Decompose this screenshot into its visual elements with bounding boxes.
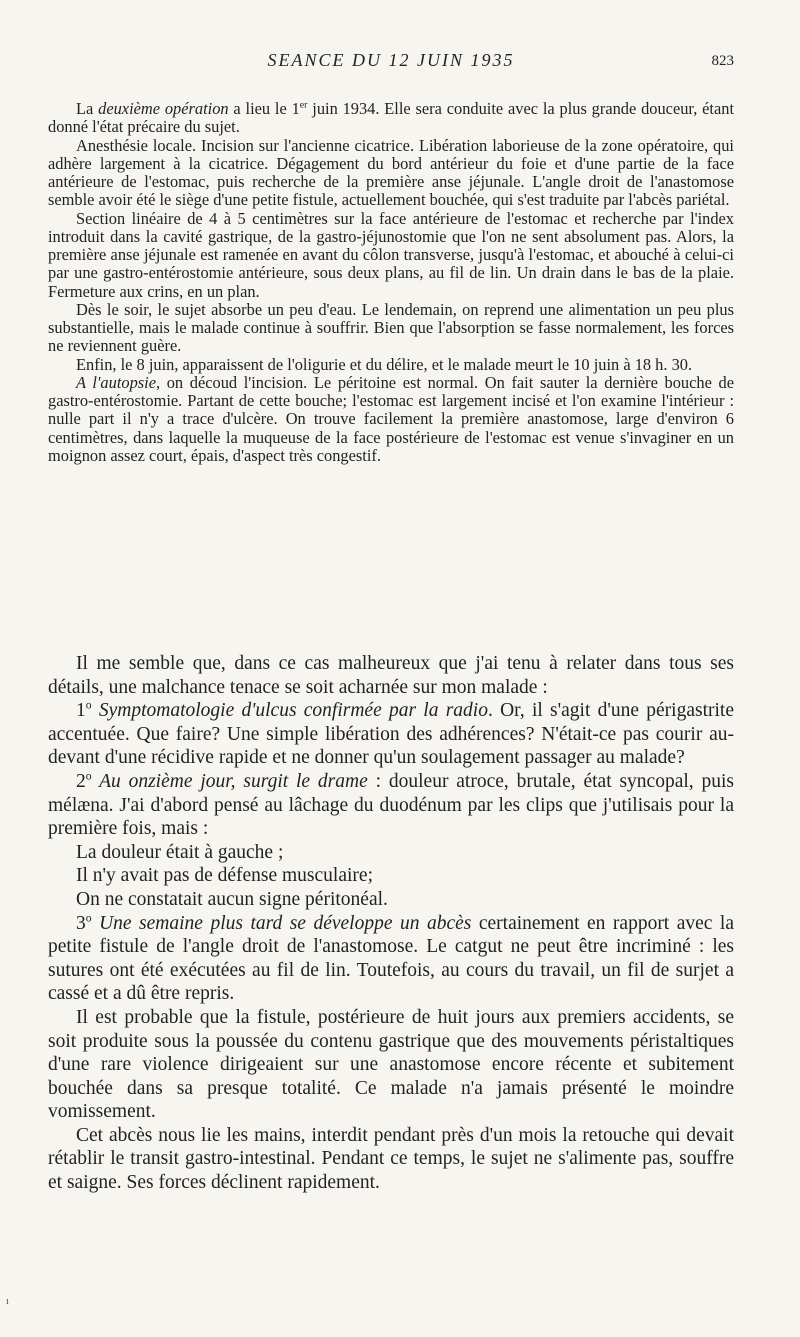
paragraph: Il me semble que, dans ce cas malheureux que j'ai tenu à relater dans tous ses détails, une malchance tenace se soit acharnée sur mon malade : [48,653,734,698]
text-run: . Or, il s'agit d'une périgastrite accentuée. Que faire? Une simple libération des adhérences? N'était-ce pas courir au-devant d'une récidive rapide et ne donner qu'un soulagement passager au malade? [48,700,734,769]
page-number: 823 [711,53,734,69]
paragraph: Anesthésie locale. Incision sur l'ancienne cicatrice. Libération laborieuse de la zone opératoire, qui adhère largement à la cicatrice. Dégagement du bord antérieur du foie et d'une partie de la face antérieure de l'estomac, puis recherche de la première anse jéjunale. L'angle droit de l'anastomose semble avoir été le siège d'une petite fistule, actuellement bouchée, qui s'est traduite par l'abcès pariétal. [48,135,734,210]
paragraph: Section linéaire de 4 à 5 centimètres sur la face antérieure de l'estomac et recherche par l'index introduit dans la cavité gastrique, de la gastro-jéjunostomie que l'on ne sent absolument pas. Alors, la première anse jéjunale est ramenée en avant du côlon transverse, jusqu'à l'estomac, et abouché à celui-ci par une gastro-entérostomie antérieure, sous deux plans, au fil de lin. Un drain dans le bas de la plaie. Fermeture aux crins, en un plan. [48,208,734,301]
italic-phrase: Une semaine plus tard se développe un abcès [91,912,472,934]
discussion-block [48,652,734,1195]
paragraph: Il est probable que la fistule, postérieure de huit jours aux premiers accidents, se soit produite sous la poussée du contenu gastrique que des mouvements péristaltiques d'une rare violence dirigeaient sur une anastomose encore récente et subitement bouchée dans sa presque totalité. Ce malade n'a jamais présenté le moindre vomissement. [48,1006,734,1123]
italic-phrase: Au onzième jour, surgit le drame [91,770,368,792]
paragraph: La douleur était à gauche ; [76,841,284,863]
page-header [48,50,734,78]
italic-phrase: deuxième opération [98,99,229,118]
paragraph [48,374,734,465]
text-run: juin 1934. Elle sera conduite avec la plus grande douceur, étant donné l'état précaire du sujet. [48,99,734,137]
paragraph: Cet abcès nous lie les mains, interdit pendant près d'un mois la retouche qui devait rétablir le transit gastro-intestinal. Pendant ce temps, le sujet ne s'alimente pas, souffre et saigne. Ses forces déclinent rapidement. [48,1124,734,1194]
text-run: La [76,99,94,118]
italic-phrase: A l'autopsie [76,372,156,392]
text-run: a lieu le 1 [228,99,300,118]
paragraph: Il n'y avait pas de défense musculaire; [76,865,373,887]
superscript: er [299,99,308,111]
case-report-block [48,100,734,465]
paragraph: On ne constatait aucun signe péritonéal. [76,888,388,910]
paragraph [48,699,734,770]
text-run: certainement en rapport avec la petite fistule de l'angle droit de l'anastomose. Le catgut ne peut être incriminé : les sutures ont été exécutées au fil de lin. Toutefois, au cours du travail, un fil de surjet a cassé et a dû être repris. [48,912,734,1005]
text-run: : douleur atroce, brutale, état syncopal, puis mélæna. J'ai d'abord pensé au lâchage du duodénum par les clips que j'utilisais pour la première fois, mais : [48,770,734,840]
paragraph [48,100,734,137]
running-title: SEANCE DU 12 JUIN 1935 [267,50,515,70]
list-number: 2 [76,770,86,792]
superscript: o [85,698,92,712]
list-number: 1 [76,700,86,722]
paragraph: Dès le soir, le sujet absorbe un peu d'eau. Le lendemain, on reprend une alimentation un peu plus substantielle, mais le malade continue à souffrir. Bien que l'absorption se fasse normalement, les forces ne reviennent guère. [48,299,734,356]
list-number: 3 [76,912,86,934]
paragraph [48,770,734,841]
text-run: , on découd l'incision. Le péritoine est normal. On fait sauter la dernière bouche de gastro-entérostomie. Partant de cette bouche; l'estomac est largement incisé et l'on examine l'intérieur : nulle part il n'y a trace d'ulcère. On trouve facilement la première anastomose, large d'environ 6 centimètres, dans laquelle la muqueuse de la face postérieure de l'estomac est venue s'invaginer en un moignon assez court, épais, d'aspect très congestif. [48,372,734,465]
superscript: o [85,769,92,783]
superscript: o [85,911,92,925]
paragraph [48,912,734,1006]
margin-mark: ı [6,1296,9,1307]
paragraph: Enfin, le 8 juin, apparaissent de l'oligurie et du délire, et le malade meurt le 10 juin à 18 h. 30. [76,354,693,374]
italic-phrase: Symptomatologie d'ulcus confirmée par la radio [91,700,488,722]
